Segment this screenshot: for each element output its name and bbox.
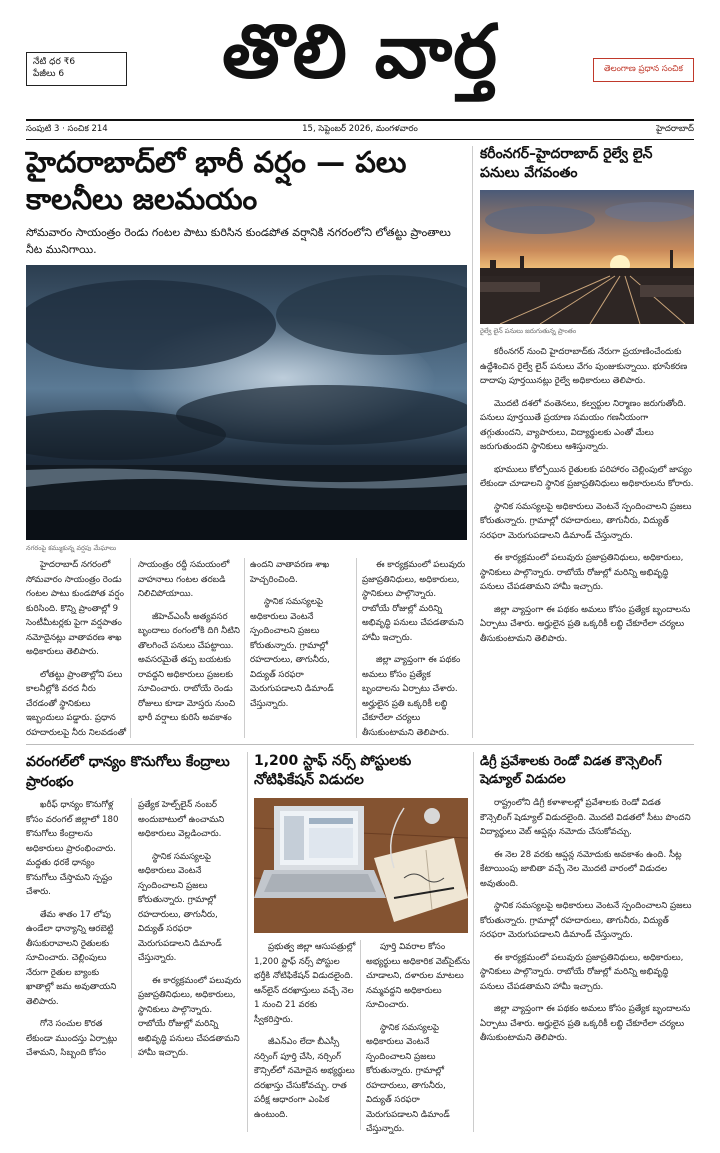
storm-clouds-image xyxy=(26,265,467,540)
lead-paragraph: హైదరాబాద్ నగరంలో సోమవారం సాయంత్రం రెండు గంటల పాటు కుండపోత వర్షం కురిసింది. కొన్ని ప్రాంతాల్లో 9 సెంటీమీటర్లకు పైగా వర్షపాతం నమోదైనట్లు వాతావరణ శాఖ అధికారులు తెలిపారు. xyxy=(26,560,124,657)
grain-column-2 xyxy=(138,798,242,1069)
grain-paragraph: తేమ శాతం 17 లోపు ఉండేలా ధాన్యాన్ని ఆరబెట్టి తీసుకురావాలని రైతులకు సూచించారు. చెల్లింపులు నేరుగా రైతుల బ్యాంకు ఖాతాల్లో జమ అవుతాయని తెలిపారు. xyxy=(26,909,117,1007)
lead-photo-caption: నగరంపై కమ్ముకున్న వర్షపు మేఘాలు xyxy=(26,544,117,552)
degree-headline[interactable]: డిగ్రీ ప్రవేశాలకు రెండో విడత కౌన్సెలింగ్ షెడ్యూల్ విడుదల xyxy=(480,753,662,786)
laptop-desk-image xyxy=(254,798,468,933)
rail-headline[interactable]: కరీంనగర్–హైదరాబాద్ రైల్వే లైన్ పనులు వేగవంతం xyxy=(480,146,653,181)
degree-paragraph: స్థానిక సమస్యలపై అధికారులు వెంటనే స్పందించాలని ప్రజలు కోరుతున్నారు. గ్రామాల్లో రహదారులు, తాగునీరు, విద్యుత్ సరఫరా మెరుగుపడాలని డిమాండ్ చేస్తున్నారు. xyxy=(480,901,692,940)
section-divider xyxy=(473,752,474,1132)
grain-paragraph: ఈ కార్యక్రమంలో పలువురు ప్రజాప్రతినిధులు, అధికారులు, స్థానికులు పాల్గొన్నారు. రాబోయే రోజుల్లో మరిన్ని అభివృద్ధి పనులు చేపడతామని హామీ ఇచ్చారు. xyxy=(138,975,242,1058)
lead-paragraph: స్థానిక సమస్యలపై అధికారులు వెంటనే స్పందించాలని ప్రజలు కోరుతున్నారు. గ్రామాల్లో రహదారులు, తాగునీరు, విద్యుత్ సరఫరా మెరుగుపడాలని డిమాండ్ చేస్తున్నారు. xyxy=(250,597,334,709)
grain-paragraph: గోనె సంచుల కొరత లేకుండా ముందస్తు ఏర్పాట్లు చేశామని, సిబ్బంది కోసం xyxy=(26,1019,118,1058)
lead-paragraph: ఈ కార్యక్రమంలో పలువురు ప్రజాప్రతినిధులు, అధికారులు, స్థానికులు పాల్గొన్నారు. రాబోయే రోజుల్లో మరిన్ని అభివృద్ధి పనులు చేపడతామని హామీ ఇచ్చారు. xyxy=(362,560,466,643)
masthead-title: తొలి వార్త xyxy=(221,9,499,95)
nurses-paragraph: ప్రభుత్వ జిల్లా ఆసుపత్రుల్లో 1,200 స్టాఫ్ నర్స్ పోస్టుల భర్తీకి నోటిఫికేషన్ విడుదలైంది. ఆన్‌లైన్ దరఖాస్తులు వచ్చే నెల 1 నుంచి 21 వరకు స్వీకరిస్తారు. xyxy=(254,942,356,1025)
grain-paragraph: స్థానిక సమస్యలపై అధికారులు వెంటనే స్పందించాలని ప్రజలు కోరుతున్నారు. గ్రామాల్లో రహదారులు, తాగునీరు, విద్యుత్ సరఫరా మెరుగుపడాలని డిమాండ్ చేస్తున్నారు. xyxy=(138,851,222,963)
column-divider xyxy=(244,558,245,738)
edition-badge: తెలంగాణ ప్రధాన సంచిక xyxy=(593,58,694,82)
rail-body xyxy=(480,345,694,654)
nurses-paragraph: జీఎన్ఎం లేదా బీఎస్సీ నర్సింగ్ పూర్తి చేసి, నర్సింగ్ కౌన్సిల్‌లో నమోదైన అభ్యర్థులు దరఖాస్తు చేసుకోవచ్చు. రాత పరీక్ష ఆధారంగా ఎంపిక ఉంటుంది. xyxy=(254,1037,355,1120)
city-name: హైదరాబాద్ xyxy=(656,124,694,134)
lead-column-1 xyxy=(26,558,126,748)
section-divider xyxy=(247,752,248,1132)
lead-headline[interactable]: హైదరాబాద్‌లో భారీ వర్షం — పలు కాలనీలు జలమయం xyxy=(26,145,407,216)
lead-paragraph: జీహెచ్ఎంసీ అత్యవసర బృందాలు రంగంలోకి దిగి నీటిని తొలగించే పనులు చేపట్టాయి. అవసరమైతే తప్ప బయటకు రావద్దని అధికారులు ప్రజలకు సూచించారు. రాబోయే రెండు రోజులు కూడా మోస్తరు నుంచి భారీ వర్షాలు కురిసే అవకాశం xyxy=(138,611,240,723)
lead-column-2 xyxy=(138,558,240,734)
rail-paragraph: భూములు కోల్పోయిన రైతులకు పరిహారం చెల్లింపులో జాప్యం లేకుండా చూడాలని స్థానిక ప్రజాప్రతినిధులు అధికారులను కోరారు. xyxy=(480,464,694,489)
nurses-column-1 xyxy=(254,940,356,1130)
grain-headline[interactable]: వరంగల్‌లో ధాన్యం కొనుగోలు కేంద్రాలు ప్రారంభం xyxy=(26,754,230,790)
header-rule-bottom xyxy=(26,139,694,140)
lead-column-4 xyxy=(362,558,466,748)
date-line: 15, సెప్టెంబర్ 2026, మంగళవారం xyxy=(302,124,418,134)
volume-issue: సంపుటి 3 · సంచిక 214 xyxy=(26,124,108,134)
column-divider xyxy=(131,798,132,1058)
degree-paragraph: జిల్లా వ్యాప్తంగా ఈ పథకం అమలు కోసం ప్రత్యేక బృందాలను ఏర్పాటు చేశారు. అర్హులైన ప్రతి ఒక్కరికీ లబ్ధి చేకూరేలా చర్యలు తీసుకుంటామని తెలిపారు. xyxy=(480,1004,691,1043)
nurses-paragraph: స్థానిక సమస్యలపై అధికారులు వెంటనే స్పందించాలని ప్రజలు కోరుతున్నారు. గ్రామాల్లో రహదారులు, తాగునీరు, విద్యుత్ సరఫరా మెరుగుపడాలని డిమాండ్ చేస్తున్నారు. xyxy=(366,1022,450,1134)
lead-column-3 xyxy=(250,558,352,719)
rail-paragraph: మొదటి దశలో వంతెనలు, కల్వర్టుల నిర్మాణం జరుగుతోంది. పనులు పూర్తయితే ప్రయాణ సమయం గణనీయంగా తగ్గుతుందని, వ్యాపారులు, విద్యార్థులకు ఎంతో మేలు జరుగుతుందని స్థానికులు ఆశిస్తున్నారు. xyxy=(480,398,687,452)
degree-body xyxy=(480,796,694,1054)
grain-column-1 xyxy=(26,798,126,1069)
degree-paragraph: ఈ కార్యక్రమంలో పలువురు ప్రజాప్రతినిధులు, అధికారులు, స్థానికులు పాల్గొన్నారు. రాబోయే రోజుల్లో మరిన్ని అభివృద్ధి పనులు చేపడతామని హామీ ఇచ్చారు. xyxy=(480,952,684,992)
grain-paragraph: ఖరీఫ్ ధాన్యం కొనుగోళ్ల కోసం వరంగల్ జిల్లాలో 180 కొనుగోలు కేంద్రాలను అధికారులు ప్రారంభించారు. మద్దతు ధరకే ధాన్యం కొనుగోలు చేస్తామని స్పష్టం చేశారు. xyxy=(26,800,119,897)
nurses-column-2 xyxy=(366,940,470,1145)
rail-paragraph: స్థానిక సమస్యలపై అధికారులు వెంటనే స్పందించాలని ప్రజలు కోరుతున్నారు. గ్రామాల్లో రహదారులు, తాగునీరు, విద్యుత్ సరఫరా మెరుగుపడాలని డిమాండ్ చేస్తున్నారు. xyxy=(480,501,692,541)
section-rule xyxy=(26,744,694,745)
lead-deck: సోమవారం సాయంత్రం రెండు గంటల పాటు కురిసిన కుండపోత వర్షానికి నగరంలోని లోతట్టు ప్రాంతాలు నీట మునిగాయి. xyxy=(26,226,451,256)
degree-paragraph: ఈ నెల 28 వరకు ఆప్షన్ల నమోదుకు అవకాశం ఉంది. సీట్ల కేటాయింపు జాబితా వచ్చే నెల మొదటి వారంలో విడుదల అవుతుంది. xyxy=(480,849,682,889)
column-divider xyxy=(130,558,131,738)
lead-paragraph: జిల్లా వ్యాప్తంగా ఈ పథకం అమలు కోసం ప్రత్యేక బృందాలను ఏర్పాటు చేశారు. అర్హులైన ప్రతి ఒక్కరికీ లబ్ధి చేకూరేలా చర్యలు తీసుకుంటామని తెలిపారు. xyxy=(362,655,461,738)
nurses-headline[interactable]: 1,200 స్టాఫ్ నర్స్ పోస్టులకు నోటిఫికేషన్ విడుదల xyxy=(254,753,412,788)
grain-paragraph: ప్రత్యేక హెల్ప్‌లైన్ నంబర్ అందుబాటులో ఉంచామని అధికారులు వెల్లడించారు. xyxy=(138,800,225,839)
price-text: నేటి ధర ₹6 xyxy=(33,57,76,67)
rail-paragraph: జిల్లా వ్యాప్తంగా ఈ పథకం అమలు కోసం ప్రత్యేక బృందాలను ఏర్పాటు చేశారు. అర్హులైన ప్రతి ఒక్కరికీ లబ్ధి చేకూరేలా చర్యలు తీసుకుంటామని తెలిపారు. xyxy=(480,604,691,644)
lead-paragraph: లోతట్టు ప్రాంతాల్లోని పలు కాలనీల్లోకి వరద నీరు చేరడంతో స్థానికులు ఇబ్బందులు పడ్డారు. ప్రధాన రహదారులపై నీరు నిలవడంతో xyxy=(26,669,126,738)
nurses-paragraph: పూర్తి వివరాల కోసం అభ్యర్థులు అధికారిక వెబ్‌సైట్‌ను చూడాలని, దళారుల మాటలు నమ్మవద్దని అధికారులు సూచించారు. xyxy=(366,942,470,1010)
lead-paragraph: ఉందని వాతావరణ శాఖ హెచ్చరించింది. xyxy=(250,560,330,585)
rail-photo xyxy=(480,190,694,324)
column-divider xyxy=(356,558,357,738)
lead-photo xyxy=(26,265,467,540)
degree-paragraph: రాష్ట్రంలోని డిగ్రీ కళాశాలల్లో ప్రవేశాలకు రెండో విడత కౌన్సెలింగ్ షెడ్యూల్ విడుదలైంది. మొదటి విడతలో సీటు పొందని విద్యార్థులు వెబ్ ఆప్షన్లు నమోదు చేసుకోవచ్చు. xyxy=(480,798,691,837)
rail-photo-caption: రైల్వే లైన్ పనులు జరుగుతున్న ప్రాంతం xyxy=(480,327,577,335)
nurses-photo xyxy=(254,798,468,933)
header-rule-top xyxy=(26,119,694,121)
price-box xyxy=(26,52,127,86)
lead-paragraph: సాయంత్రం రద్దీ సమయంలో వాహనాలు గంటల తరబడి నిలిచిపోయాయి. xyxy=(138,560,230,599)
pages-text: పేజీలు 6 xyxy=(33,69,65,79)
section-divider xyxy=(472,146,473,738)
rail-paragraph: ఈ కార్యక్రమంలో పలువురు ప్రజాప్రతినిధులు, అధికారులు, స్థానికులు పాల్గొన్నారు. రాబోయే రోజుల్లో మరిన్ని అభివృద్ధి పనులు చేపడతామని హామీ ఇచ్చారు. xyxy=(480,553,684,592)
rail-paragraph: కరీంనగర్ నుంచి హైదరాబాద్‌కు నేరుగా ప్రయాణించేందుకు ఉద్దేశించిన రైల్వే లైన్ పనులు వేగం పుంజుకున్నాయి. భూసేకరణ దాదాపు పూర్తయినట్లు రైల్వే అధికారులు తెలిపారు. xyxy=(480,347,688,386)
railway-sunset-image xyxy=(480,190,694,324)
column-divider xyxy=(360,940,361,1130)
